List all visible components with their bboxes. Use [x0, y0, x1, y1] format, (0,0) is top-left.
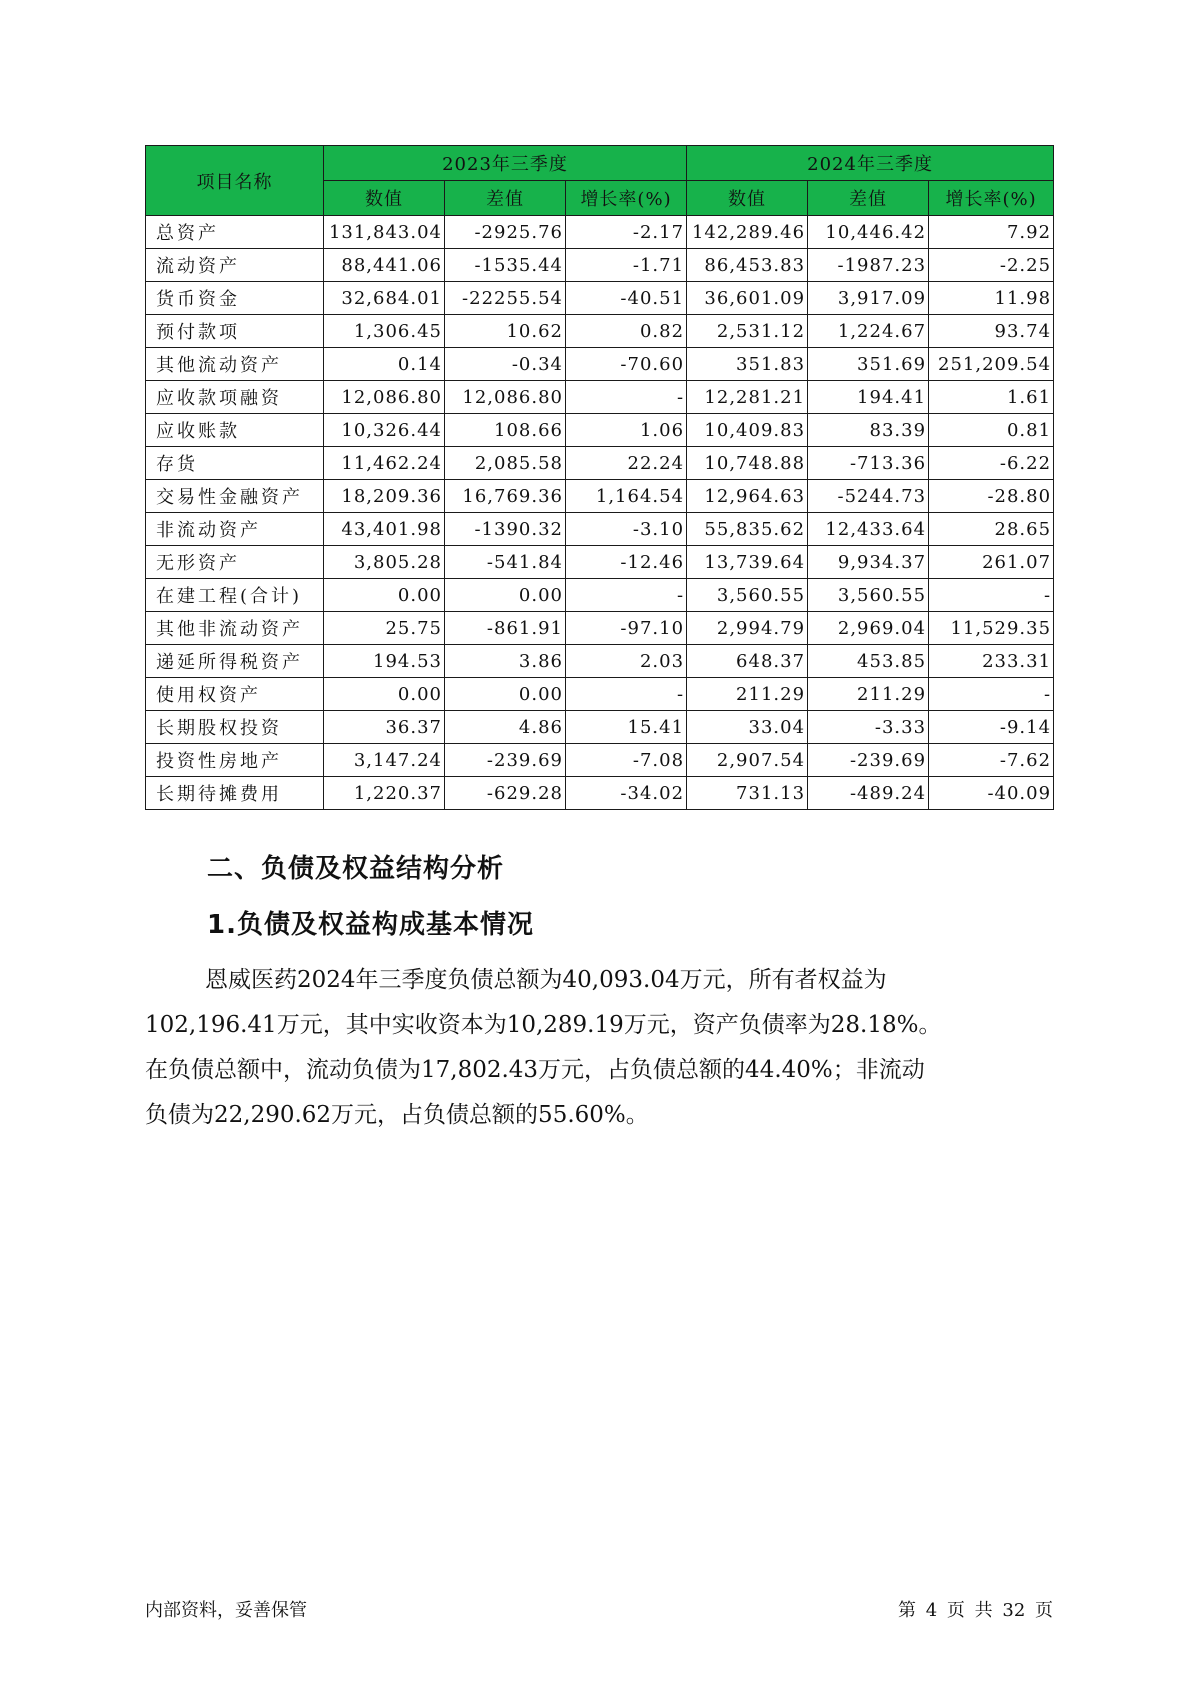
- diff-2023-cell: -629.28: [445, 777, 566, 810]
- diff-2023-cell: -1390.32: [445, 513, 566, 546]
- value-2023-cell: 36.37: [324, 711, 445, 744]
- diff-2024-cell: -713.36: [808, 447, 929, 480]
- table-row: [146, 216, 1054, 249]
- diff-2024-cell: -5244.73: [808, 480, 929, 513]
- item-name-cell: 无形资产: [146, 546, 324, 579]
- value-2023-cell: 25.75: [324, 612, 445, 645]
- item-name-cell: 应收账款: [146, 414, 324, 447]
- growth-2024-cell: 233.31: [929, 645, 1054, 678]
- diff-2024-cell: 211.29: [808, 678, 929, 711]
- value-2024-cell: 86,453.83: [687, 249, 808, 282]
- sub-header-growth-2023: 增长率(%): [566, 181, 687, 216]
- growth-2024-cell: -2.25: [929, 249, 1054, 282]
- footer-confidential-note: 内部资料，妥善保管: [145, 1600, 307, 1621]
- item-name-cell: 其他非流动资产: [146, 612, 324, 645]
- table-row: [146, 678, 1054, 711]
- value-2024-cell: 12,281.21: [687, 381, 808, 414]
- body-paragraph: [145, 958, 1055, 1138]
- table-row: [146, 315, 1054, 348]
- diff-2023-cell: 2,085.58: [445, 447, 566, 480]
- value-2024-cell: 3,560.55: [687, 579, 808, 612]
- growth-2024-cell: 11,529.35: [929, 612, 1054, 645]
- growth-2024-cell: 251,209.54: [929, 348, 1054, 381]
- diff-2024-cell: 9,934.37: [808, 546, 929, 579]
- paragraph-line: 102,196.41万元，其中实收资本为10,289.19万元，资产负债率为28.18%。: [145, 1012, 942, 1038]
- value-2024-cell: 2,907.54: [687, 744, 808, 777]
- growth-2024-cell: -: [929, 579, 1054, 612]
- growth-2024-cell: -: [929, 678, 1054, 711]
- value-2024-cell: 351.83: [687, 348, 808, 381]
- diff-2024-cell: 2,969.04: [808, 612, 929, 645]
- table-row: [146, 249, 1054, 282]
- table-row: [146, 381, 1054, 414]
- growth-2023-cell: -: [566, 579, 687, 612]
- growth-2024-cell: 1.61: [929, 381, 1054, 414]
- table-row: [146, 612, 1054, 645]
- growth-2023-cell: 1.06: [566, 414, 687, 447]
- growth-2024-cell: -7.62: [929, 744, 1054, 777]
- item-name-cell: 流动资产: [146, 249, 324, 282]
- table-header: [146, 146, 1054, 216]
- growth-2023-cell: 0.82: [566, 315, 687, 348]
- table-row: [146, 348, 1054, 381]
- diff-2024-cell: 453.85: [808, 645, 929, 678]
- value-2024-cell: 211.29: [687, 678, 808, 711]
- value-2024-cell: 2,531.12: [687, 315, 808, 348]
- diff-2024-cell: 194.41: [808, 381, 929, 414]
- diff-2024-cell: 83.39: [808, 414, 929, 447]
- table-body: [146, 216, 1054, 810]
- growth-2023-cell: -40.51: [566, 282, 687, 315]
- diff-2024-cell: 12,433.64: [808, 513, 929, 546]
- value-2023-cell: 1,306.45: [324, 315, 445, 348]
- growth-2023-cell: -70.60: [566, 348, 687, 381]
- diff-2023-cell: 16,769.36: [445, 480, 566, 513]
- sub-header-growth-2024: 增长率(%): [929, 181, 1054, 216]
- growth-2023-cell: -97.10: [566, 612, 687, 645]
- value-2024-cell: 10,748.88: [687, 447, 808, 480]
- item-name-cell: 长期待摊费用: [146, 777, 324, 810]
- value-2024-cell: 12,964.63: [687, 480, 808, 513]
- group-header-2024: 2024年三季度: [687, 146, 1054, 181]
- diff-2024-cell: 1,224.67: [808, 315, 929, 348]
- growth-2024-cell: -28.80: [929, 480, 1054, 513]
- growth-2023-cell: -: [566, 381, 687, 414]
- diff-2024-cell: 10,446.42: [808, 216, 929, 249]
- value-2023-cell: 3,805.28: [324, 546, 445, 579]
- sub-header-diff-2023: 差值: [445, 181, 566, 216]
- table-row: [146, 711, 1054, 744]
- group-header-2023: 2023年三季度: [324, 146, 687, 181]
- diff-2023-cell: 108.66: [445, 414, 566, 447]
- growth-2024-cell: 93.74: [929, 315, 1054, 348]
- table-row: [146, 546, 1054, 579]
- growth-2023-cell: 22.24: [566, 447, 687, 480]
- value-2023-cell: 0.00: [324, 579, 445, 612]
- balance-sheet-table: [145, 145, 1054, 810]
- value-2024-cell: 10,409.83: [687, 414, 808, 447]
- value-2024-cell: 33.04: [687, 711, 808, 744]
- value-2023-cell: 18,209.36: [324, 480, 445, 513]
- growth-2024-cell: -9.14: [929, 711, 1054, 744]
- sub-header-value-2024: 数值: [687, 181, 808, 216]
- table-row: [146, 645, 1054, 678]
- growth-2023-cell: 15.41: [566, 711, 687, 744]
- value-2023-cell: 11,462.24: [324, 447, 445, 480]
- value-2023-cell: 194.53: [324, 645, 445, 678]
- item-name-cell: 投资性房地产: [146, 744, 324, 777]
- sub-heading: 1.负债及权益构成基本情况: [207, 910, 534, 940]
- item-name-cell: 使用权资产: [146, 678, 324, 711]
- value-2024-cell: 13,739.64: [687, 546, 808, 579]
- value-2024-cell: 648.37: [687, 645, 808, 678]
- growth-2024-cell: 28.65: [929, 513, 1054, 546]
- paragraph-line: 恩威医药2024年三季度负债总额为40,093.04万元，所有者权益为: [205, 967, 887, 993]
- table-row: [146, 744, 1054, 777]
- item-name-cell: 其他流动资产: [146, 348, 324, 381]
- value-2023-cell: 131,843.04: [324, 216, 445, 249]
- value-2023-cell: 12,086.80: [324, 381, 445, 414]
- item-name-cell: 长期股权投资: [146, 711, 324, 744]
- diff-2023-cell: -861.91: [445, 612, 566, 645]
- value-2024-cell: 731.13: [687, 777, 808, 810]
- growth-2023-cell: -: [566, 678, 687, 711]
- table-row: [146, 414, 1054, 447]
- item-name-cell: 在建工程(合计): [146, 579, 324, 612]
- item-name-cell: 非流动资产: [146, 513, 324, 546]
- item-name-cell: 应收款项融资: [146, 381, 324, 414]
- diff-2023-cell: 3.86: [445, 645, 566, 678]
- value-2023-cell: 43,401.98: [324, 513, 445, 546]
- growth-2023-cell: -7.08: [566, 744, 687, 777]
- diff-2024-cell: -3.33: [808, 711, 929, 744]
- diff-2023-cell: -1535.44: [445, 249, 566, 282]
- diff-2023-cell: -2925.76: [445, 216, 566, 249]
- growth-2023-cell: 1,164.54: [566, 480, 687, 513]
- diff-2024-cell: 351.69: [808, 348, 929, 381]
- table-row: [146, 447, 1054, 480]
- value-2024-cell: 36,601.09: [687, 282, 808, 315]
- value-2023-cell: 1,220.37: [324, 777, 445, 810]
- table-row: [146, 513, 1054, 546]
- diff-2023-cell: 10.62: [445, 315, 566, 348]
- diff-2024-cell: -239.69: [808, 744, 929, 777]
- value-2023-cell: 3,147.24: [324, 744, 445, 777]
- sub-header-value-2023: 数值: [324, 181, 445, 216]
- value-2023-cell: 0.14: [324, 348, 445, 381]
- item-name-cell: 存货: [146, 447, 324, 480]
- table-row: [146, 282, 1054, 315]
- growth-2023-cell: -12.46: [566, 546, 687, 579]
- item-name-cell: 总资产: [146, 216, 324, 249]
- table-row: [146, 480, 1054, 513]
- diff-2023-cell: 0.00: [445, 678, 566, 711]
- diff-2023-cell: 12,086.80: [445, 381, 566, 414]
- growth-2023-cell: 2.03: [566, 645, 687, 678]
- section-heading: 二、负债及权益结构分析: [207, 854, 505, 884]
- growth-2024-cell: -6.22: [929, 447, 1054, 480]
- value-2023-cell: 0.00: [324, 678, 445, 711]
- item-name-cell: 递延所得税资产: [146, 645, 324, 678]
- item-name-header: 项目名称: [146, 146, 324, 216]
- diff-2024-cell: -1987.23: [808, 249, 929, 282]
- growth-2023-cell: -2.17: [566, 216, 687, 249]
- item-name-cell: 货币资金: [146, 282, 324, 315]
- paragraph-line: 负债为22,290.62万元，占负债总额的55.60%。: [145, 1102, 649, 1128]
- value-2024-cell: 142,289.46: [687, 216, 808, 249]
- table-row: [146, 579, 1054, 612]
- diff-2023-cell: -22255.54: [445, 282, 566, 315]
- diff-2024-cell: -489.24: [808, 777, 929, 810]
- value-2023-cell: 88,441.06: [324, 249, 445, 282]
- value-2024-cell: 55,835.62: [687, 513, 808, 546]
- growth-2024-cell: -40.09: [929, 777, 1054, 810]
- diff-2023-cell: -239.69: [445, 744, 566, 777]
- growth-2024-cell: 7.92: [929, 216, 1054, 249]
- diff-2023-cell: -541.84: [445, 546, 566, 579]
- footer-page-number: 第 4 页 共 32 页: [898, 1600, 1053, 1621]
- item-name-cell: 预付款项: [146, 315, 324, 348]
- growth-2024-cell: 11.98: [929, 282, 1054, 315]
- growth-2024-cell: 261.07: [929, 546, 1054, 579]
- value-2023-cell: 10,326.44: [324, 414, 445, 447]
- paragraph-line: 在负债总额中，流动负债为17,802.43万元，占负债总额的44.40%；非流动: [145, 1057, 925, 1083]
- growth-2024-cell: 0.81: [929, 414, 1054, 447]
- growth-2023-cell: -34.02: [566, 777, 687, 810]
- table-row: [146, 777, 1054, 810]
- item-name-cell: 交易性金融资产: [146, 480, 324, 513]
- value-2024-cell: 2,994.79: [687, 612, 808, 645]
- sub-header-diff-2024: 差值: [808, 181, 929, 216]
- diff-2023-cell: 4.86: [445, 711, 566, 744]
- growth-2023-cell: -3.10: [566, 513, 687, 546]
- growth-2023-cell: -1.71: [566, 249, 687, 282]
- diff-2024-cell: 3,917.09: [808, 282, 929, 315]
- diff-2024-cell: 3,560.55: [808, 579, 929, 612]
- diff-2023-cell: -0.34: [445, 348, 566, 381]
- diff-2023-cell: 0.00: [445, 579, 566, 612]
- value-2023-cell: 32,684.01: [324, 282, 445, 315]
